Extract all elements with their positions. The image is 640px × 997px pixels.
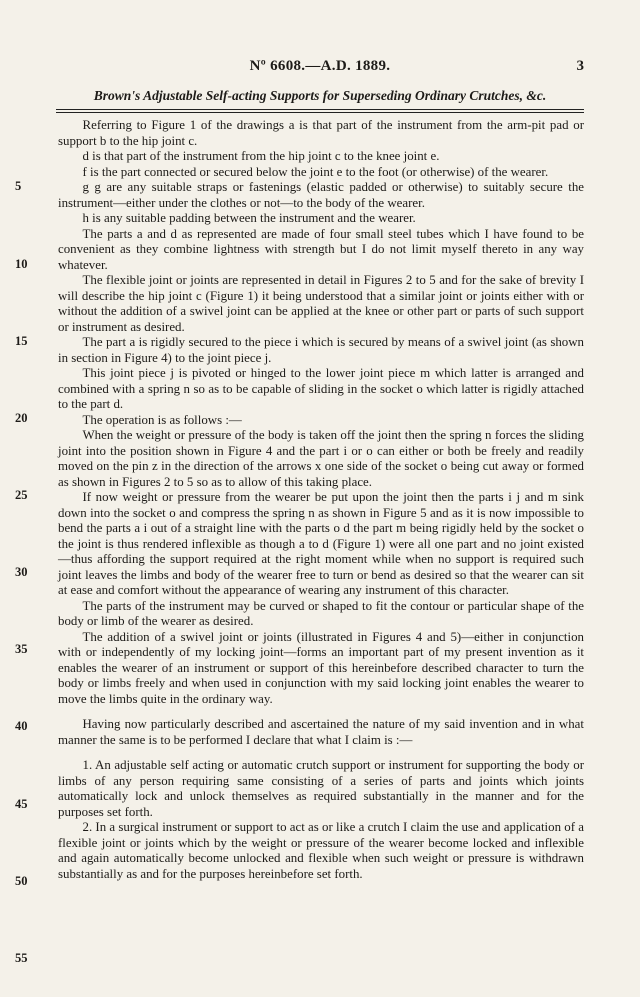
paragraph: If now weight or pressure from the wearer be put upon the joint then the parts i j and m sink down into the socket o and compress the spring n as shown in Figure 5 and as it is now impossible to bend the parts a i out of a straight line with the parts o d the part m being rigidly held by the socket o the joint is thus rendered inflexible as though a to d (Figure 1) were all one part and no joint existed—thus affording the support required at the right moment while when no support is required such joint leaves the limbs and body of the wearer free to turn or bend as desired so that the wearer can sit at ease and comfort without the appearance of wearing any instrument of this character.: [58, 490, 584, 597]
page-number: 3: [576, 58, 584, 74]
line-number: 5: [15, 179, 22, 193]
paragraph: The parts of the instrument may be curved or shaped to fit the contour or particular shape of the body or limb of the wearer as desired.: [58, 598, 584, 628]
paragraph: f is the part connected or secured below the joint e to the foot (or otherwise) of the wearer.: [82, 164, 549, 179]
page-header: [0, 58, 640, 80]
paragraph: h is any suitable padding between the instrument and the wearer.: [82, 211, 416, 225]
line-number: 50: [15, 874, 28, 888]
line-number: 45: [15, 797, 28, 811]
line-number: 25: [15, 488, 28, 502]
claim: 1. An adjustable self acting or automatic crutch support or instrument for supporting the body or limbs of any person requiring same consisting of a series of parts and joints which joints automatically lock and unlock themselves as required substantially in the manner and for the purposes set forth.: [58, 758, 584, 819]
body-text: [58, 118, 584, 882]
paragraph: When the weight or pressure of the body is taken off the joint then the spring n forces the sliding joint into the position shown in Figure 4 and the part i or o can either or both be freely and readily moved on the pin z in the direction of the arrows x one side of the socket o being cut away or formed as shown in Figures 2 to 5 so as to allow of this taking place.: [58, 428, 584, 489]
header-rule: [56, 109, 584, 110]
line-number: 35: [15, 642, 28, 656]
patent-number: Nº 6608.—A.D. 1889.: [249, 58, 391, 74]
paragraph: This joint piece j is pivoted or hinged to the lower joint piece m which latter is arranged and combined with a spring n so as to be capable of sliding in the socket o which latter is rigidly attached to the part d.: [58, 366, 584, 411]
paragraph: Referring to Figure 1 of the drawings a is that part of the instrument from the arm-pit pad or support b to the hip joint c.: [58, 118, 584, 148]
line-number: 15: [15, 334, 28, 348]
paragraph: The parts a and d as represented are made of four small steel tubes which I have found to be convenient as they combine lightness with strength but I do not limit myself thereto in any way whatever.: [58, 226, 584, 272]
line-number: 30: [15, 565, 28, 579]
line-number: 20: [15, 411, 28, 425]
claim: 2. In a surgical instrument or support to act as or like a crutch I claim the use and application of a flexible joint or joints which by the weight or pressure of the wearer become locked and inflexible and again automatically become unlocked and flexible when such weight or pressure is withdrawn substantially as and for the purposes hereinbefore set forth.: [58, 820, 584, 881]
paragraph: The flexible joint or joints are represented in detail in Figures 2 to 5 and for the sake of brevity I will describe the hip joint c (Figure 1) it being understood that a similar joint or joints either with or without the addition of a swivel joint can be applied at the knee or other part or parts of such support or instrument as desired.: [58, 273, 584, 334]
running-title: Brown's Adjustable Self-acting Supports for Superseding Ordinary Crutches, &c.: [93, 88, 547, 103]
paragraph: d is that part of the instrument from the hip joint c to the knee joint e.: [82, 149, 440, 163]
paragraph: The part a is rigidly secured to the piece i which is secured by means of a swivel joint (as shown in section in Figure 4) to the joint piece j.: [58, 335, 584, 365]
line-number: 55: [15, 951, 28, 965]
line-number: 10: [15, 257, 28, 271]
paragraph: Having now particularly described and ascertained the nature of my said invention and in what manner the same is to be performed I declare that what I claim is :—: [58, 717, 584, 747]
header-rule-thin: [56, 112, 584, 113]
line-number: 40: [15, 719, 28, 733]
paragraph: The operation is as follows :—: [82, 412, 242, 427]
paragraph: g g are any suitable straps or fastenings (elastic padded or otherwise) to suitably secure the instrument—either under the clothes or not—to the body of the wearer.: [58, 180, 584, 210]
paragraph: The addition of a swivel joint or joints (illustrated in Figures 4 and 5)—either in conjunction with or independently of my locking joint—forms an important part of my present invention as it enables the wearer of an instrument or support of this hereinbefore described character to turn the body or limbs freely and when used in conjunction with my said locking joint enables the wearer to move the limbs quite in the ordinary way.: [58, 629, 584, 706]
